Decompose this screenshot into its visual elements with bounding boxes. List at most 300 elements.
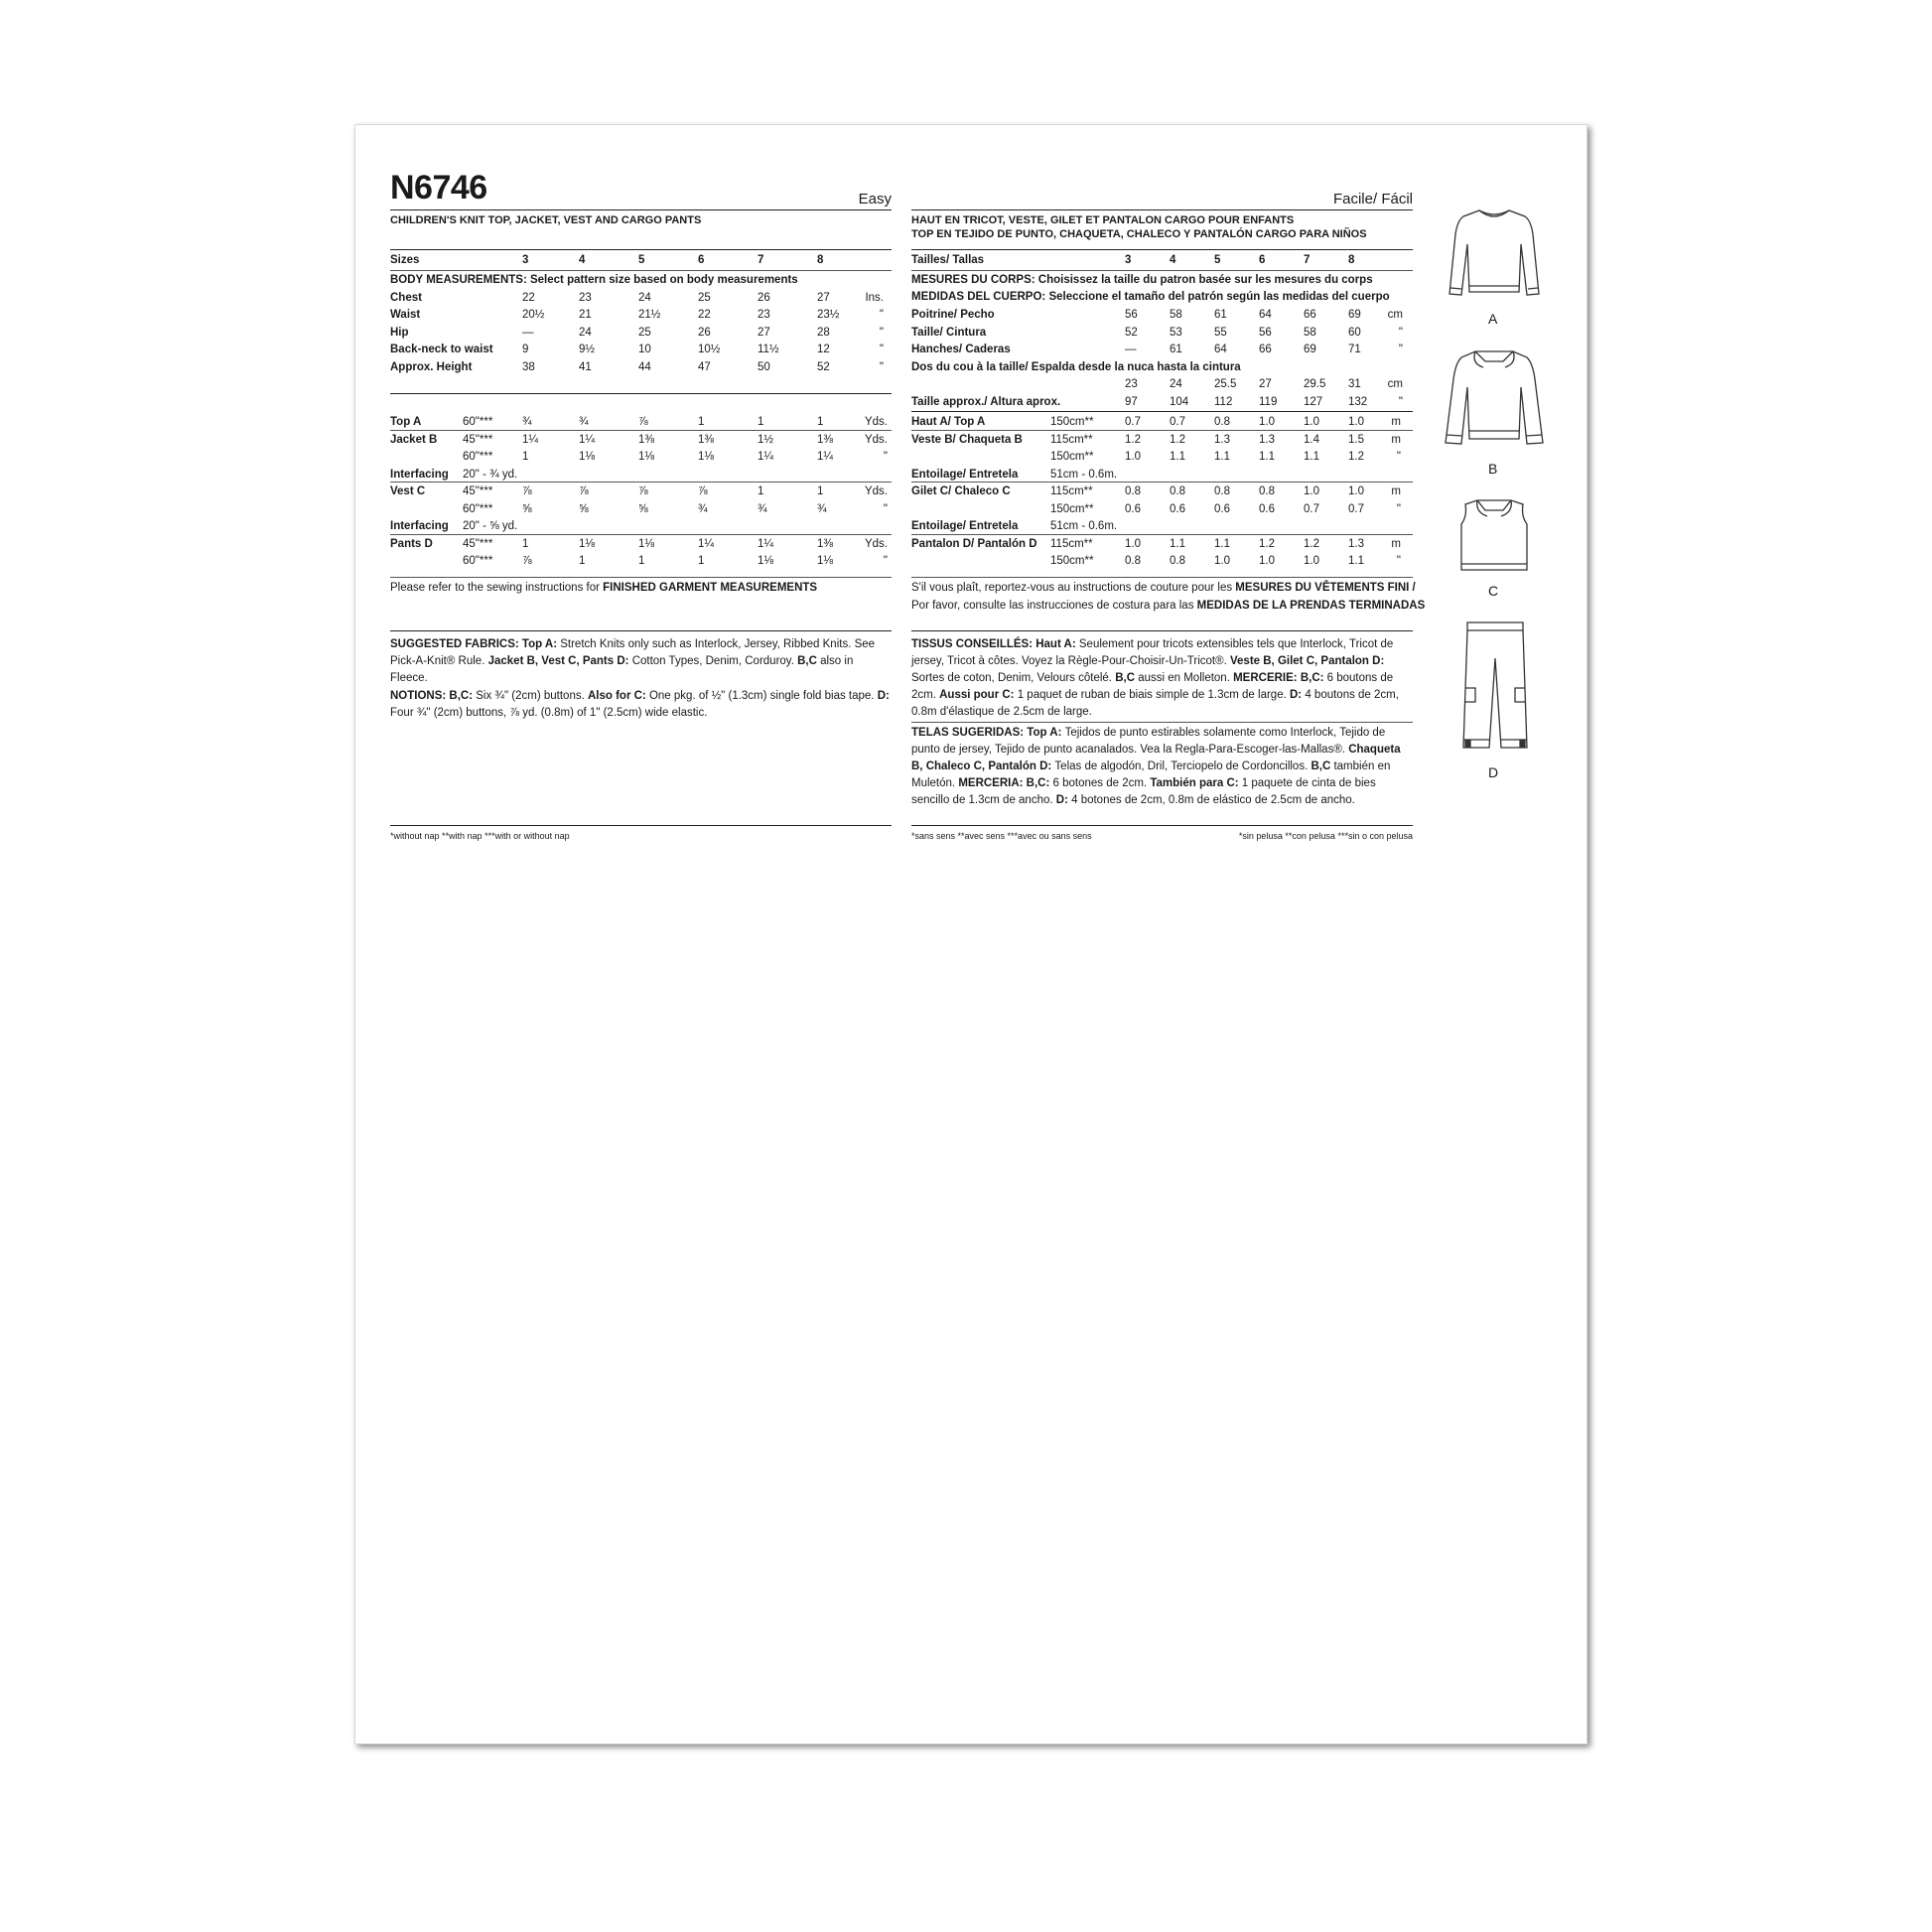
unit: " (883, 502, 888, 515)
yardage-value: 1⅛ (579, 537, 595, 550)
yardage-value: 1.1 (1170, 537, 1185, 550)
divider (390, 249, 892, 250)
yardage-value: 1⅜ (817, 537, 833, 550)
yardage-label: Entoilage/ Entretela (911, 520, 1019, 532)
yardage-value: 1¼ (698, 537, 714, 550)
measurement-value: 21 (579, 309, 592, 321)
size-header: 5 (638, 254, 645, 266)
bold-run: MERCERIA: B,C: (958, 777, 1053, 789)
unit: " (1398, 344, 1403, 355)
text-run: Cotton Types, Denim, Corduroy. (631, 655, 798, 667)
text-run: One pkg. of ½" (1.3cm) single fold bias tape. (648, 690, 878, 702)
measurement-value: 132 (1348, 395, 1368, 408)
yardage-value: 1.0 (1304, 416, 1319, 428)
measurement-value: 66 (1259, 344, 1272, 355)
pattern-envelope-back (354, 124, 1587, 1744)
text-run: Tejidos de punto estirables solamente como Interlock, Tejido de punto de jersey, Tejido de punto acanalados. Vea la Regla-Para-Escoger-las-Mallas®. (911, 727, 1386, 756)
bold-run: SUGGESTED FABRICS: Top A: (390, 638, 561, 650)
divider (390, 825, 892, 826)
row-label: Chest (390, 291, 422, 304)
measurement-value: 52 (1125, 326, 1138, 339)
yardage-value: ⅞ (698, 485, 708, 497)
fabric-width: 45"*** (463, 537, 493, 550)
yardage-value: 1.0 (1348, 485, 1364, 497)
fabric-width: 60"*** (463, 502, 493, 515)
fabric-width: 60"*** (463, 451, 493, 463)
unit: " (1396, 502, 1401, 515)
difficulty-label: Facile/ Fácil (1332, 191, 1413, 207)
measurement-value: 10 (638, 344, 651, 355)
measurement-value: 44 (638, 360, 651, 373)
yardage-value: ⅝ (579, 502, 589, 515)
measurement-value: 97 (1125, 395, 1138, 408)
unit: m (1391, 416, 1401, 428)
fabric-width: 60"*** (463, 416, 493, 428)
yardage-value: ⅝ (522, 502, 532, 515)
measurement-value: 24 (579, 326, 592, 339)
bold-run: TISSUS CONSEILLÉS: Haut A: (911, 638, 1079, 650)
yardage-value: 1¼ (522, 433, 538, 446)
unit: " (883, 555, 888, 567)
yardage-label: Interfacing (390, 468, 449, 481)
measurement-value: 71 (1348, 344, 1361, 355)
pattern-title: CHILDREN'S KNIT TOP, JACKET, VEST AND CARGO PANTS (390, 214, 702, 226)
yardage-value: 0.6 (1170, 502, 1185, 515)
row-label: Poitrine/ Pecho (911, 309, 995, 321)
tissus-conseilles (911, 636, 1413, 721)
text-run: Telas de algodón, Dril, Terciopelo de Cordoncillos. (1054, 760, 1311, 772)
unit: m (1391, 537, 1401, 550)
yardage-value: 1 (758, 416, 764, 428)
yardage-value: 1.2 (1259, 537, 1275, 550)
yardage-value: ⅝ (638, 502, 648, 515)
measurement-value: 50 (758, 360, 770, 373)
unit: cm (1387, 309, 1403, 321)
yardage-value: 1.2 (1304, 537, 1319, 550)
yardage-value: 0.8 (1214, 416, 1230, 428)
measurement-value: 31 (1348, 378, 1361, 390)
view-a-label: A (1488, 311, 1498, 327)
row-label: Back-neck to waist (390, 344, 493, 355)
yardage-value: 1.0 (1259, 555, 1275, 567)
divider (911, 630, 1413, 631)
bold-run: B,C (797, 655, 821, 667)
view-c-label: C (1488, 583, 1499, 599)
measurement-value: 25 (698, 291, 711, 304)
suggested-fabrics (390, 636, 892, 687)
body-heading-es: MEDIDAS DEL CUERPO: Seleccione el tamaño del patrón según las medidas del cuerpo (911, 291, 1390, 303)
yardage-label: Jacket B (390, 433, 438, 446)
measurement-value: 22 (522, 291, 535, 304)
yardage-value: 1 (638, 555, 645, 567)
yardage-value: 1⅛ (758, 555, 773, 567)
measurement-value: 20½ (522, 309, 545, 321)
yardage-value: 1.3 (1259, 433, 1275, 446)
size-header: 4 (1170, 254, 1176, 266)
yardage-label: Gilet C/ Chaleco C (911, 485, 1011, 497)
pattern-title-es: TOP EN TEJIDO DE PUNTO, CHAQUETA, CHALECO Y PANTALÓN CARGO PARA NIÑOS (911, 228, 1367, 240)
yardage-value: 0.7 (1170, 416, 1185, 428)
yardage-value: 1.1 (1214, 537, 1230, 550)
fabric-width: 20" - ⅝ yd. (463, 520, 518, 532)
measurement-value: 27 (1259, 378, 1272, 390)
unit: Yds. (864, 416, 888, 428)
unit: Yds. (864, 485, 888, 497)
yardage-value: 1.0 (1304, 485, 1319, 497)
measurement-value: 112 (1214, 395, 1233, 408)
yardage-label: Haut A/ Top A (911, 416, 986, 428)
bold-run: B,C (1311, 760, 1334, 772)
yardage-value: 1 (758, 485, 764, 497)
measurement-value: 64 (1214, 344, 1227, 355)
unit: " (1398, 326, 1403, 339)
yardage-value: 0.8 (1170, 555, 1185, 567)
yardage-label: Entoilage/ Entretela (911, 468, 1019, 481)
yardage-value: 1⅛ (638, 451, 654, 463)
measurement-value: 27 (817, 291, 830, 304)
measurement-value: 69 (1304, 344, 1316, 355)
divider (911, 411, 1413, 412)
bold-run: MERCERIE: B,C: (1233, 672, 1327, 684)
yardage-value: 1⅛ (638, 537, 654, 550)
yardage-label: Vest C (390, 485, 426, 497)
yardage-value: 1⅜ (817, 433, 833, 446)
telas-sugeridas (911, 725, 1413, 809)
size-header: 8 (1348, 254, 1355, 266)
text-run: 6 boutons de 2cm. (911, 672, 1394, 701)
measurement-value: 9½ (579, 344, 595, 355)
bold-run: Jacket B, Vest C, Pants D: (487, 655, 632, 667)
divider (911, 534, 1413, 535)
divider (390, 270, 892, 271)
bold-run: TELAS SUGERIDAS: Top A: (911, 727, 1065, 739)
measurement-value: 26 (698, 326, 711, 339)
yardage-value: ⅞ (638, 485, 648, 497)
divider (390, 430, 892, 431)
fabric-width: 115cm** (1050, 485, 1093, 497)
vest-icon (1449, 494, 1539, 576)
view-a-sketch (1440, 205, 1549, 304)
measurement-value: 22 (698, 309, 711, 321)
unit: Yds. (864, 433, 888, 446)
measurement-value: 28 (817, 326, 830, 339)
divider (911, 270, 1413, 271)
size-header: 3 (522, 254, 529, 266)
measurement-value: 60 (1348, 326, 1361, 339)
view-d-sketch (1455, 619, 1535, 753)
yardage-value: 1.2 (1170, 433, 1185, 446)
measurement-value: 55 (1214, 326, 1227, 339)
yardage-value: 1⅜ (698, 433, 714, 446)
bold-run: B,C (1115, 672, 1139, 684)
back-neck-label: Dos du cou à la taille/ Espalda desde la nuca hasta la cintura (911, 360, 1241, 373)
yardage-value: 1⅛ (579, 451, 595, 463)
yardage-value: 1¼ (758, 537, 773, 550)
measurement-value: 26 (758, 291, 770, 304)
size-header: 8 (817, 254, 824, 266)
measurement-value: 104 (1170, 395, 1189, 408)
yardage-value: 0.6 (1259, 502, 1275, 515)
view-b-sketch (1436, 344, 1553, 453)
measurement-value: 66 (1304, 309, 1316, 321)
difficulty-label: Easy (858, 191, 892, 207)
yardage-value: ¾ (522, 416, 532, 428)
refer-note-fr: S'il vous plaît, reportez-vous au instructions de couture pour les MESURES DU VÊTEMENTS FINI / (911, 582, 1416, 594)
divider (911, 430, 1413, 431)
measurement-value: 24 (638, 291, 651, 304)
yardage-value: 1.1 (1259, 451, 1275, 463)
text-run: 4 botones de 2cm, 0.8m de elástico de 2.5cm de ancho. (1071, 794, 1355, 806)
yardage-value: 1.0 (1125, 537, 1141, 550)
view-b-label: B (1488, 461, 1498, 477)
measurement-value: 61 (1214, 309, 1227, 321)
row-label: Hip (390, 326, 409, 339)
divider (911, 722, 1413, 723)
row-label: Waist (390, 309, 421, 321)
divider (390, 630, 892, 631)
row-label: Approx. Height (390, 360, 473, 373)
divider (911, 577, 1413, 578)
unit: " (1396, 451, 1401, 463)
measurement-value: 127 (1304, 395, 1323, 408)
fabric-width: 51cm - 0.6m. (1050, 520, 1118, 532)
measurement-value: 41 (579, 360, 592, 373)
text-run: Stretch Knits only such as Interlock, Jersey, Ribbed Knits. See Pick-A-Knit® Rule. (390, 638, 876, 667)
size-header: 7 (758, 254, 764, 266)
size-header: 4 (579, 254, 586, 266)
yardage-value: 1½ (758, 433, 773, 446)
bold-run: Also for C: (587, 690, 649, 702)
measurement-value: 11½ (758, 344, 779, 355)
measurement-value: 25 (638, 326, 651, 339)
yardage-value: 1.0 (1125, 451, 1141, 463)
measurement-value: 47 (698, 360, 711, 373)
body-measurements-heading: BODY MEASUREMENTS: Select pattern size based on body measurements (390, 274, 798, 286)
footnote-es: *sin pelusa **con pelusa ***sin o con pelusa (1238, 831, 1413, 841)
measurement-value: 29.5 (1304, 378, 1326, 390)
bold-run: También para C: (1150, 777, 1242, 789)
refer-note: Please refer to the sewing instructions for FINISHED GARMENT MEASUREMENTS (390, 582, 818, 594)
fabric-width: 150cm** (1050, 416, 1094, 428)
text-run: aussi en Molleton. (1138, 672, 1234, 684)
yardage-value: ¾ (698, 502, 708, 515)
divider (911, 825, 1413, 826)
yardage-value: 1 (817, 485, 824, 497)
yardage-label: Pantalon D/ Pantalón D (911, 537, 1037, 550)
yardage-value: 0.8 (1125, 485, 1141, 497)
measurement-value: 23 (579, 291, 592, 304)
bold-run: Chaqueta B, Chaleco C, Pantalón D: (911, 744, 1401, 772)
row-label: Taille approx./ Altura aprox. (911, 395, 1061, 408)
yardage-value: 1.3 (1214, 433, 1230, 446)
yardage-value: ⅞ (522, 485, 532, 497)
yardage-value: 1.1 (1170, 451, 1185, 463)
measurement-value: 24 (1170, 378, 1182, 390)
yardage-value: 1¼ (579, 433, 595, 446)
yardage-value: 0.8 (1125, 555, 1141, 567)
yardage-value: 1.2 (1348, 451, 1364, 463)
footnote: *without nap **with nap ***with or without nap (390, 831, 570, 841)
unit: m (1391, 433, 1401, 446)
yardage-label: Veste B/ Chaqueta B (911, 433, 1023, 446)
fabric-width: 150cm** (1050, 502, 1094, 515)
text-run: Four ¾" (2cm) buttons, ⅞ yd. (0.8m) of 1" (2.5cm) wide elastic. (390, 707, 708, 719)
measurement-value: 27 (758, 326, 770, 339)
yardage-value: 1 (698, 555, 705, 567)
text-run: 4 boutons de 2cm, 0.8m d'élastique de 2.5cm de large. (911, 689, 1399, 718)
yardage-label: Pants D (390, 537, 433, 550)
text-run: Six ¾" (2cm) buttons. (476, 690, 588, 702)
unit: " (1398, 395, 1403, 408)
yardage-value: 0.8 (1259, 485, 1275, 497)
row-label: Hanches/ Caderas (911, 344, 1011, 355)
text-run: 1 paquet de ruban de biais simple de 1.3cm de large. (1017, 689, 1290, 701)
measurement-value: 64 (1259, 309, 1272, 321)
measurement-value: 53 (1170, 326, 1182, 339)
fabric-width: 115cm** (1050, 433, 1093, 446)
unit: " (879, 326, 884, 339)
measurement-value: 38 (522, 360, 535, 373)
sizes-label: Tailles/ Tallas (911, 254, 985, 266)
unit: " (879, 360, 884, 373)
yardage-value: 1.3 (1348, 537, 1364, 550)
yardage-value: 1⅜ (638, 433, 654, 446)
yardage-value: 1⅛ (698, 451, 714, 463)
fabric-width: 115cm** (1050, 537, 1093, 550)
measurement-value: 23 (1125, 378, 1138, 390)
measurement-value: 23½ (817, 309, 840, 321)
yardage-value: 1¼ (758, 451, 773, 463)
measurement-value: 9 (522, 344, 529, 355)
measurement-value: 56 (1125, 309, 1138, 321)
unit: " (879, 309, 884, 321)
yardage-value: 0.8 (1214, 485, 1230, 497)
bold-run: D: (1289, 689, 1306, 701)
yardage-value: 0.6 (1125, 502, 1141, 515)
bold-run: Veste B, Gilet C, Pantalon D: (1230, 655, 1385, 667)
divider (390, 577, 892, 578)
size-header: 7 (1304, 254, 1311, 266)
yardage-value: 1.0 (1304, 555, 1319, 567)
size-header: 6 (698, 254, 705, 266)
yardage-value: ¾ (817, 502, 827, 515)
yardage-value: 1.1 (1304, 451, 1319, 463)
yardage-value: 1.1 (1214, 451, 1230, 463)
sizes-label: Sizes (390, 254, 420, 266)
header (911, 170, 1413, 209)
yardage-value: 1 (522, 451, 529, 463)
yardage-value: 0.8 (1170, 485, 1185, 497)
divider (390, 482, 892, 483)
measurement-value: 52 (817, 360, 830, 373)
knit-top-icon (1440, 205, 1549, 304)
measurement-value: 25.5 (1214, 378, 1237, 390)
measurement-value: 21½ (638, 309, 661, 321)
unit: Yds. (864, 537, 888, 550)
yardage-value: 0.7 (1348, 502, 1364, 515)
fabric-width: 150cm** (1050, 555, 1094, 567)
bold-run: D: (1055, 794, 1072, 806)
yardage-value: 0.6 (1214, 502, 1230, 515)
bold-run: Aussi pour C: (939, 689, 1018, 701)
view-d-label: D (1488, 764, 1499, 780)
header (390, 170, 892, 209)
yardage-value: ¾ (758, 502, 767, 515)
yardage-value: ¾ (579, 416, 589, 428)
fabric-width: 45"*** (463, 433, 493, 446)
yardage-value: 1.0 (1348, 416, 1364, 428)
measurement-value: 61 (1170, 344, 1182, 355)
measurement-value: 119 (1259, 395, 1278, 408)
unit: " (879, 344, 884, 355)
measurement-value: 69 (1348, 309, 1361, 321)
measurement-value: 56 (1259, 326, 1272, 339)
divider (911, 482, 1413, 483)
bold-run: NOTIONS: B,C: (390, 690, 477, 702)
yardage-value: ⅞ (638, 416, 648, 428)
divider (390, 209, 892, 210)
measurement-value: — (522, 326, 534, 339)
refer-note-es: Por favor, consulte las instrucciones de costura para las MEDIDAS DE LA PRENDAS TERMINADAS (911, 600, 1426, 612)
yardage-value: 1.0 (1259, 416, 1275, 428)
yardage-value: 1 (698, 416, 705, 428)
footnote-fr: *sans sens **avec sens ***avec ou sans sens (911, 831, 1092, 841)
yardage-label: Top A (390, 416, 422, 428)
yardage-value: 1⅛ (817, 555, 833, 567)
unit: " (1396, 555, 1401, 567)
unit: Ins. (865, 291, 884, 304)
divider (390, 393, 892, 394)
fabric-width: 45"*** (463, 485, 493, 497)
text-run: 1 paquete de cinta de bies sencillo de 1.3cm de ancho. (911, 777, 1376, 806)
notions (390, 688, 892, 722)
fabric-width: 150cm** (1050, 451, 1094, 463)
divider (911, 209, 1413, 210)
pattern-title-fr: HAUT EN TRICOT, VESTE, GILET ET PANTALON CARGO POUR ENFANTS (911, 214, 1295, 226)
text-run: also in Fleece. (390, 655, 854, 684)
text-run: 6 botones de 2cm. (1052, 777, 1151, 789)
yardage-value: 1.5 (1348, 433, 1364, 446)
size-header: 3 (1125, 254, 1132, 266)
yardage-value: 0.7 (1304, 502, 1319, 515)
yardage-value: 1¼ (817, 451, 833, 463)
cargo-pants-icon (1455, 619, 1535, 753)
yardage-value: 1 (522, 537, 529, 550)
measurement-value: 23 (758, 309, 770, 321)
measurement-value: 12 (817, 344, 830, 355)
bold-run: D: (877, 690, 890, 702)
row-label: Taille/ Cintura (911, 326, 987, 339)
fabric-width: 20" - ¾ yd. (463, 468, 518, 481)
measurement-value: 10½ (698, 344, 721, 355)
yardage-value: 1 (579, 555, 586, 567)
pattern-number: N6746 (390, 169, 487, 207)
size-header: 6 (1259, 254, 1266, 266)
yardage-value: 1.0 (1214, 555, 1230, 567)
yardage-value: ⅞ (579, 485, 589, 497)
text-run: también en Muletón. (911, 760, 1391, 789)
yardage-value: 1.2 (1125, 433, 1141, 446)
jacket-icon (1436, 344, 1553, 453)
view-c-sketch (1449, 494, 1539, 576)
unit: m (1391, 485, 1401, 497)
unit: " (883, 451, 888, 463)
divider (911, 249, 1413, 250)
text-run: Seulement pour tricots extensibles tels que Interlock, Tricot de jersey, Tricot à côtes. Voyez la Règle-Pour-Choisir-Un-Tricot®. (911, 638, 1394, 667)
yardage-value: 0.7 (1125, 416, 1141, 428)
yardage-value: ⅞ (522, 555, 532, 567)
measurement-value: 58 (1170, 309, 1182, 321)
